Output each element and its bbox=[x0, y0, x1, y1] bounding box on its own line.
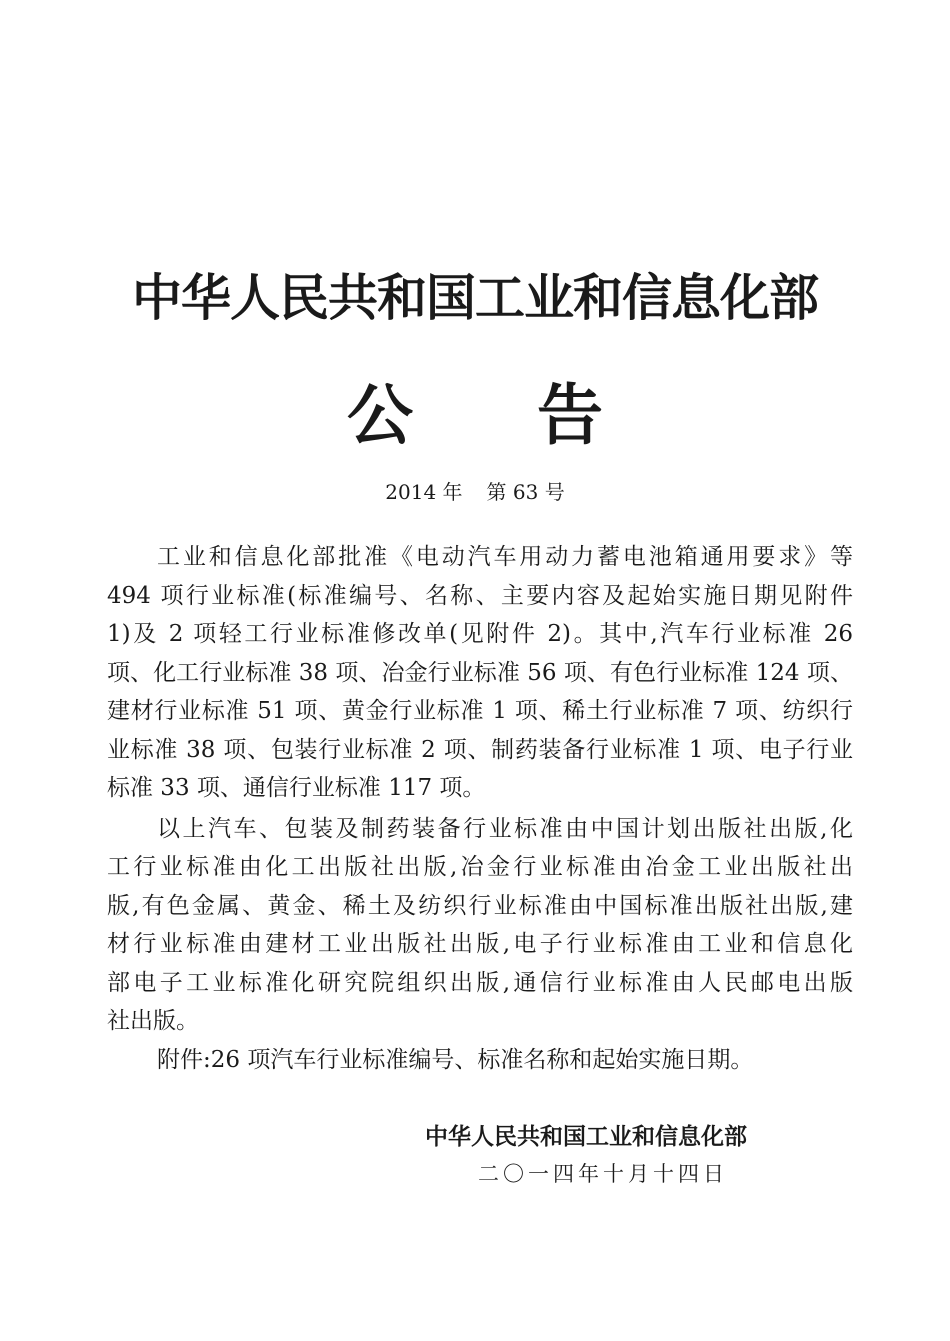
notice-body bbox=[107, 538, 853, 1079]
text-line: 标准 33 项、通信行业标准 117 项。 bbox=[107, 775, 486, 801]
notice-char: 公 bbox=[347, 377, 413, 454]
text-line: 部电子工业标准化研究院组织出版,通信行业标准由人民邮电出版 bbox=[107, 969, 853, 996]
text-line: 社出版。 bbox=[107, 1008, 199, 1034]
issue-year: 2014 年 bbox=[385, 480, 463, 504]
text-line: 建材行业标准 51 项、黄金行业标准 1 项、稀土行业标准 7 项、纺织行 bbox=[107, 698, 853, 724]
text-line: 工业和信息化部批准《电动汽车用动力蓄电池箱通用要求》等 bbox=[157, 544, 853, 570]
issue-number: 第 63 号 bbox=[486, 480, 565, 504]
text-line: 1)及 2 项轻工行业标准修改单(见附件 2)。其中,汽车行业标准 26 bbox=[107, 621, 853, 647]
paragraph bbox=[107, 810, 853, 1041]
text-line: 项、化工行业标准 38 项、冶金行业标准 56 项、有色行业标准 124 项、 bbox=[107, 659, 853, 686]
text-line: 材行业标准由建材工业出版社出版,电子行业标准由工业和信息化 bbox=[107, 931, 853, 957]
paragraph bbox=[107, 538, 853, 808]
issue-date: 二〇一四年十月十四日 bbox=[478, 1162, 728, 1186]
issuer-signature: 中华人民共和国工业和信息化部 bbox=[425, 1124, 747, 1150]
text-line: 以上汽车、包装及制药装备行业标准由中国计划出版社出版,化 bbox=[157, 815, 853, 842]
text-line: 494 项行业标准(标准编号、名称、主要内容及起始实施日期见附件 bbox=[107, 582, 853, 609]
notice-heading bbox=[0, 362, 950, 457]
text-line: 版,有色金属、黄金、稀土及纺织行业标准由中国标准出版社出版,建 bbox=[107, 892, 853, 919]
attachment-line: 附件:26 项汽车行业标准编号、标准名称和起始实施日期。 bbox=[157, 1046, 754, 1073]
ministry-title: 中华人民共和国工业和信息化部 bbox=[132, 269, 818, 327]
notice-char: 告 bbox=[537, 377, 603, 454]
text-line: 业标准 38 项、包装行业标准 2 项、制药装备行业标准 1 项、电子行业 bbox=[107, 736, 853, 763]
issue-number-line bbox=[0, 476, 950, 505]
attachment-paragraph bbox=[107, 1041, 853, 1080]
text-line: 工行业标准由化工出版社出版,冶金行业标准由冶金工业出版社出 bbox=[107, 854, 853, 880]
